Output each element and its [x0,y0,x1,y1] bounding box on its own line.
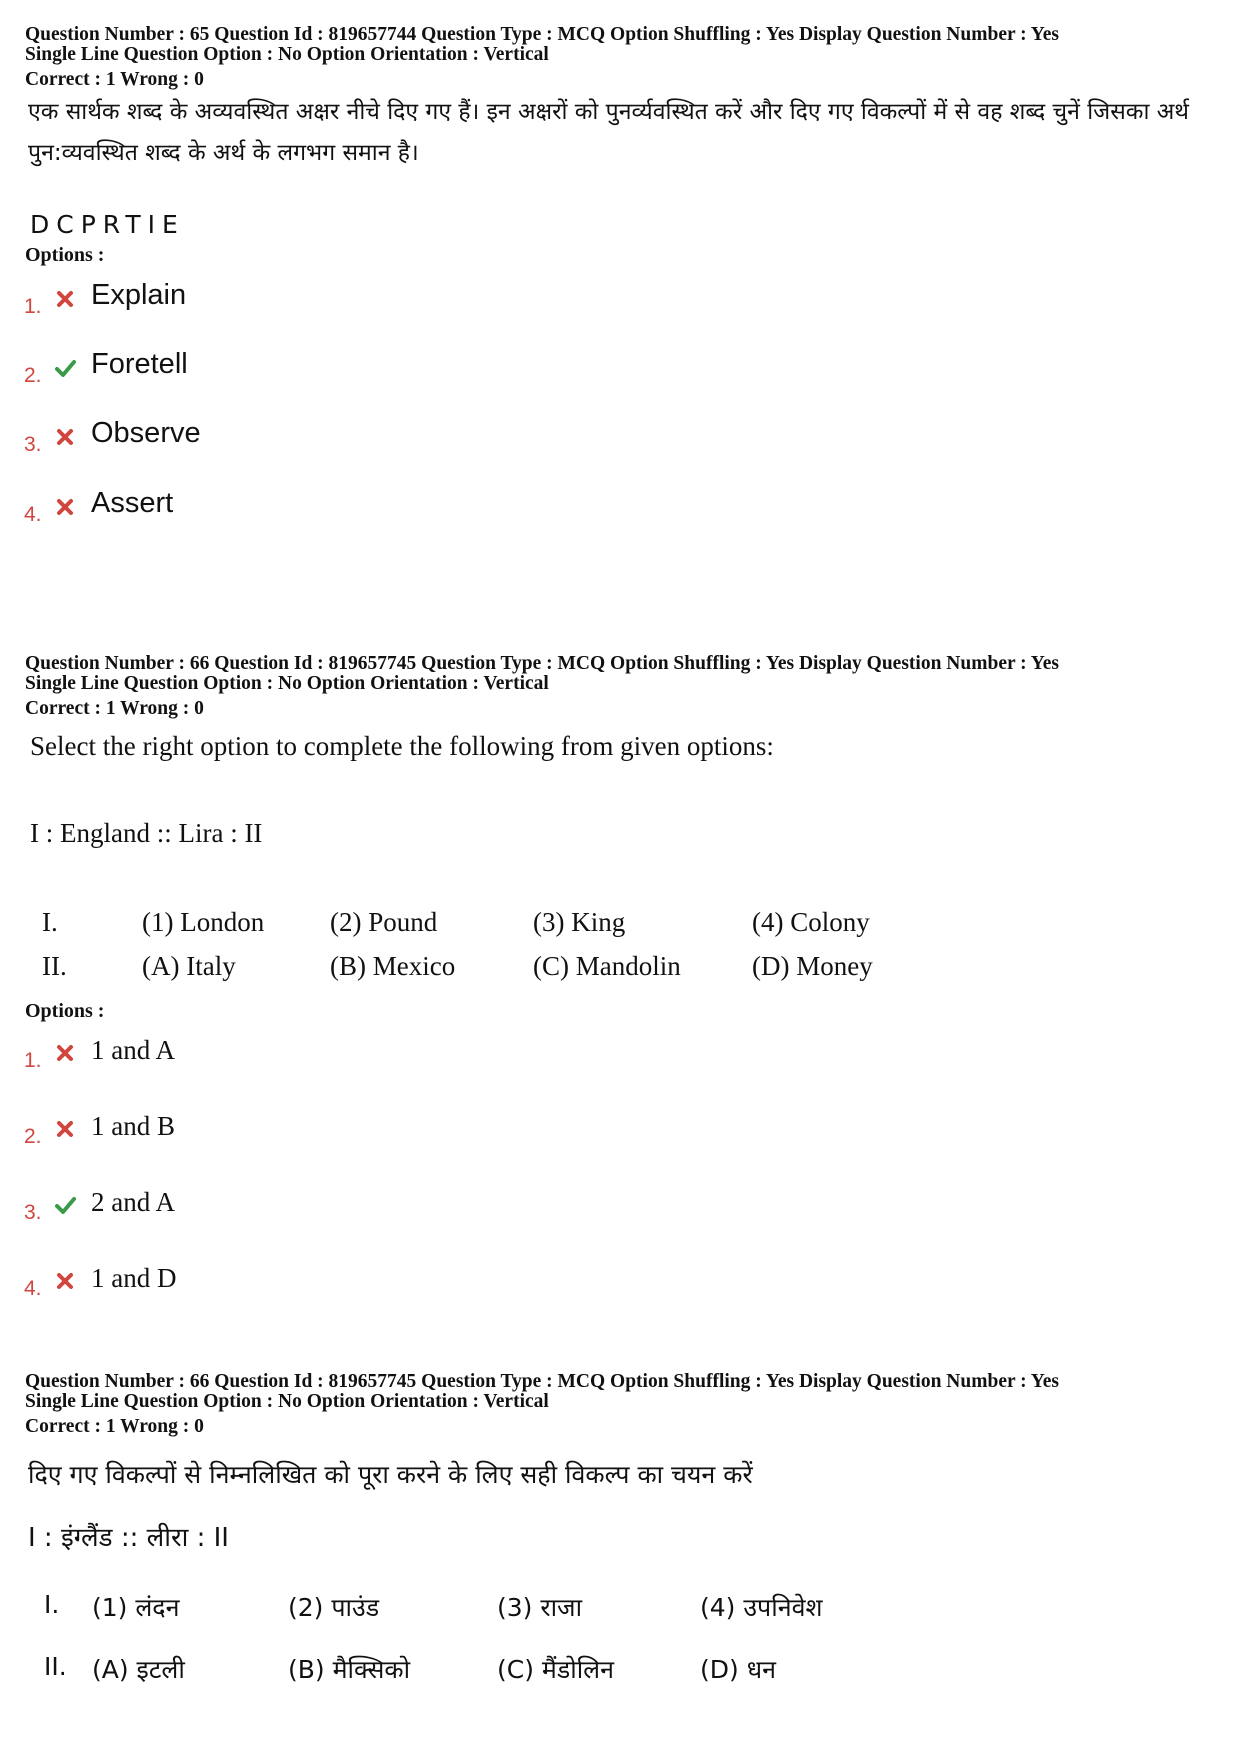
grid-cell: (A) Italy [142,951,236,981]
option-number: 3. [24,1201,42,1224]
row-label: I. [42,907,58,937]
option-number: 1. [24,295,42,318]
analogy-line: I : इंग्लैंड :: लीरा : II [28,1523,229,1553]
option-number: 2. [24,1125,42,1148]
row-label: I. [44,1590,60,1619]
row-label: II. [42,951,67,981]
grid-cell: (1) लंदन [92,1593,180,1622]
option-number: 4. [24,1277,42,1300]
option-number: 3. [24,433,42,456]
question-score-line: Correct : 1 Wrong : 0 [25,1416,204,1437]
grid-cell: (B) मैक्सिको [288,1655,411,1684]
grid-cell: (D) धन [700,1655,776,1684]
grid-cell: (D) Money [752,951,873,981]
option-text: Observe [91,417,201,449]
question-meta-line-2: Single Line Question Option : No Option Orientation : Vertical [25,1391,549,1412]
grid-cell: (C) Mandolin [533,951,681,981]
grid-cell: (4) Colony [752,907,870,937]
grid-cell: (B) Mexico [330,951,456,981]
option-text: 1 and A [91,1035,175,1065]
option-text: Explain [91,279,187,311]
options-label: Options : [25,1000,105,1022]
row-label: II. [44,1652,67,1681]
option-text: 2 and A [91,1187,175,1217]
question-stem: एक सार्थक शब्द के अव्यवस्थित अक्षर नीचे दिए गए हैं। इन अक्षरों को पुनर्व्यवस्थित करें और दिए गए विकल्पों में से वह शब्द चुनें जिसका अर्थ पुन:व्यवस्थित शब्द के अर्थ के लगभग समान है। [28,99,1189,166]
option-text: 1 and D [91,1263,177,1293]
question-meta-line-1: Question Number : 65 Question Id : 819657744 Question Type : MCQ Option Shuffling : Yes Display Question Number : Yes [25,24,1059,45]
question-meta-line-2: Single Line Question Option : No Option Orientation : Vertical [25,44,549,65]
grid-cell: (3) King [533,907,626,937]
option-number: 2. [24,364,42,387]
analogy-line: I : England :: Lira : II [30,818,263,848]
question-meta-line-2: Single Line Question Option : No Option Orientation : Vertical [25,673,549,694]
grid-cell: (2) पाउंड [288,1593,380,1622]
option-text: Foretell [91,348,188,380]
question-score-line: Correct : 1 Wrong : 0 [25,698,204,719]
option-text: Assert [91,487,174,519]
grid-cell: (3) राजा [497,1593,583,1622]
option-text: 1 and B [91,1111,175,1141]
grid-cell: (C) मैंडोलिन [497,1655,615,1684]
grid-cell: (A) इटली [92,1655,185,1684]
question-stem: दिए गए विकल्पों से निम्नलिखित को पूरा करने के लिए सही विकल्प का चयन करें [28,1460,753,1489]
question-score-line: Correct : 1 Wrong : 0 [25,69,204,90]
grid-cell: (2) Pound [330,907,438,937]
jumbled-letters: DCPRTIE [30,210,185,239]
question-stem: Select the right option to complete the following from given options: [30,731,774,761]
question-meta-line-1: Question Number : 66 Question Id : 819657745 Question Type : MCQ Option Shuffling : Yes Display Question Number : Yes [25,653,1059,674]
question-meta-line-1: Question Number : 66 Question Id : 819657745 Question Type : MCQ Option Shuffling : Yes Display Question Number : Yes [25,1371,1059,1392]
options-label: Options : [25,244,105,266]
grid-cell: (1) London [142,907,265,937]
grid-cell: (4) उपनिवेश [700,1593,823,1622]
option-number: 1. [24,1049,42,1072]
option-number: 4. [24,503,42,526]
